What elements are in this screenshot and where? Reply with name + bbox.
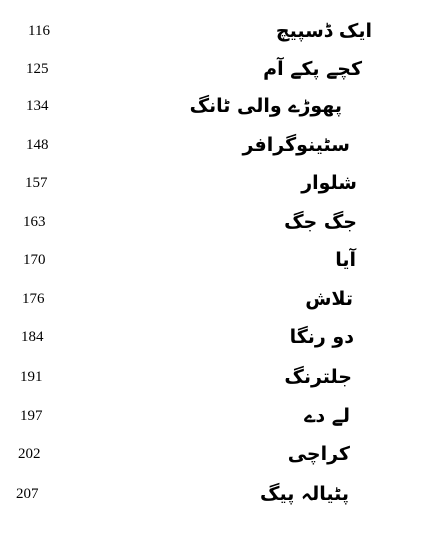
page-number: 197 [20, 408, 43, 424]
chapter-title: دو رنگا [289, 326, 354, 348]
chapter-title: لے دے [304, 405, 350, 427]
page-number: 116 [28, 23, 50, 39]
page-number: 134 [26, 98, 49, 114]
chapter-title: جلترنگ [284, 366, 352, 388]
chapter-title: شلوار [301, 172, 357, 194]
page-number: 157 [25, 175, 48, 191]
chapter-title: پھوڑے والی ٹانگ [189, 95, 342, 117]
page-number: 191 [20, 369, 43, 385]
page-number: 125 [26, 61, 49, 77]
chapter-title: کراچی [287, 443, 350, 465]
chapter-title: کچے پکے آم [263, 58, 362, 80]
toc-entry [0, 19, 430, 49]
page-number: 184 [21, 329, 44, 345]
chapter-title: پٹیالہ پیگ [259, 483, 349, 505]
toc-entry [0, 325, 430, 355]
page-number: 148 [26, 137, 49, 153]
toc-entry [0, 94, 430, 124]
toc-entry [0, 365, 430, 395]
chapter-title: سٹینوگرافر [242, 134, 350, 156]
page-number: 170 [23, 252, 46, 268]
chapter-title: ایک ڈسپیچ [275, 20, 372, 42]
page-number: 176 [22, 291, 45, 307]
toc-entry [0, 248, 430, 278]
toc-entry [0, 287, 430, 317]
page-number: 163 [23, 214, 46, 230]
toc-entry [0, 57, 430, 87]
toc-entry [0, 133, 430, 163]
page-number: 207 [16, 486, 39, 502]
toc-entry [0, 442, 430, 472]
toc-entry [0, 404, 430, 434]
page-number: 202 [18, 446, 41, 462]
toc-entry [0, 171, 430, 201]
toc-entry [0, 482, 430, 512]
chapter-title: تلاش [305, 288, 353, 310]
chapter-title: آیا [335, 249, 356, 271]
chapter-title: جگ جگ [284, 211, 357, 233]
toc-entry [0, 210, 430, 240]
